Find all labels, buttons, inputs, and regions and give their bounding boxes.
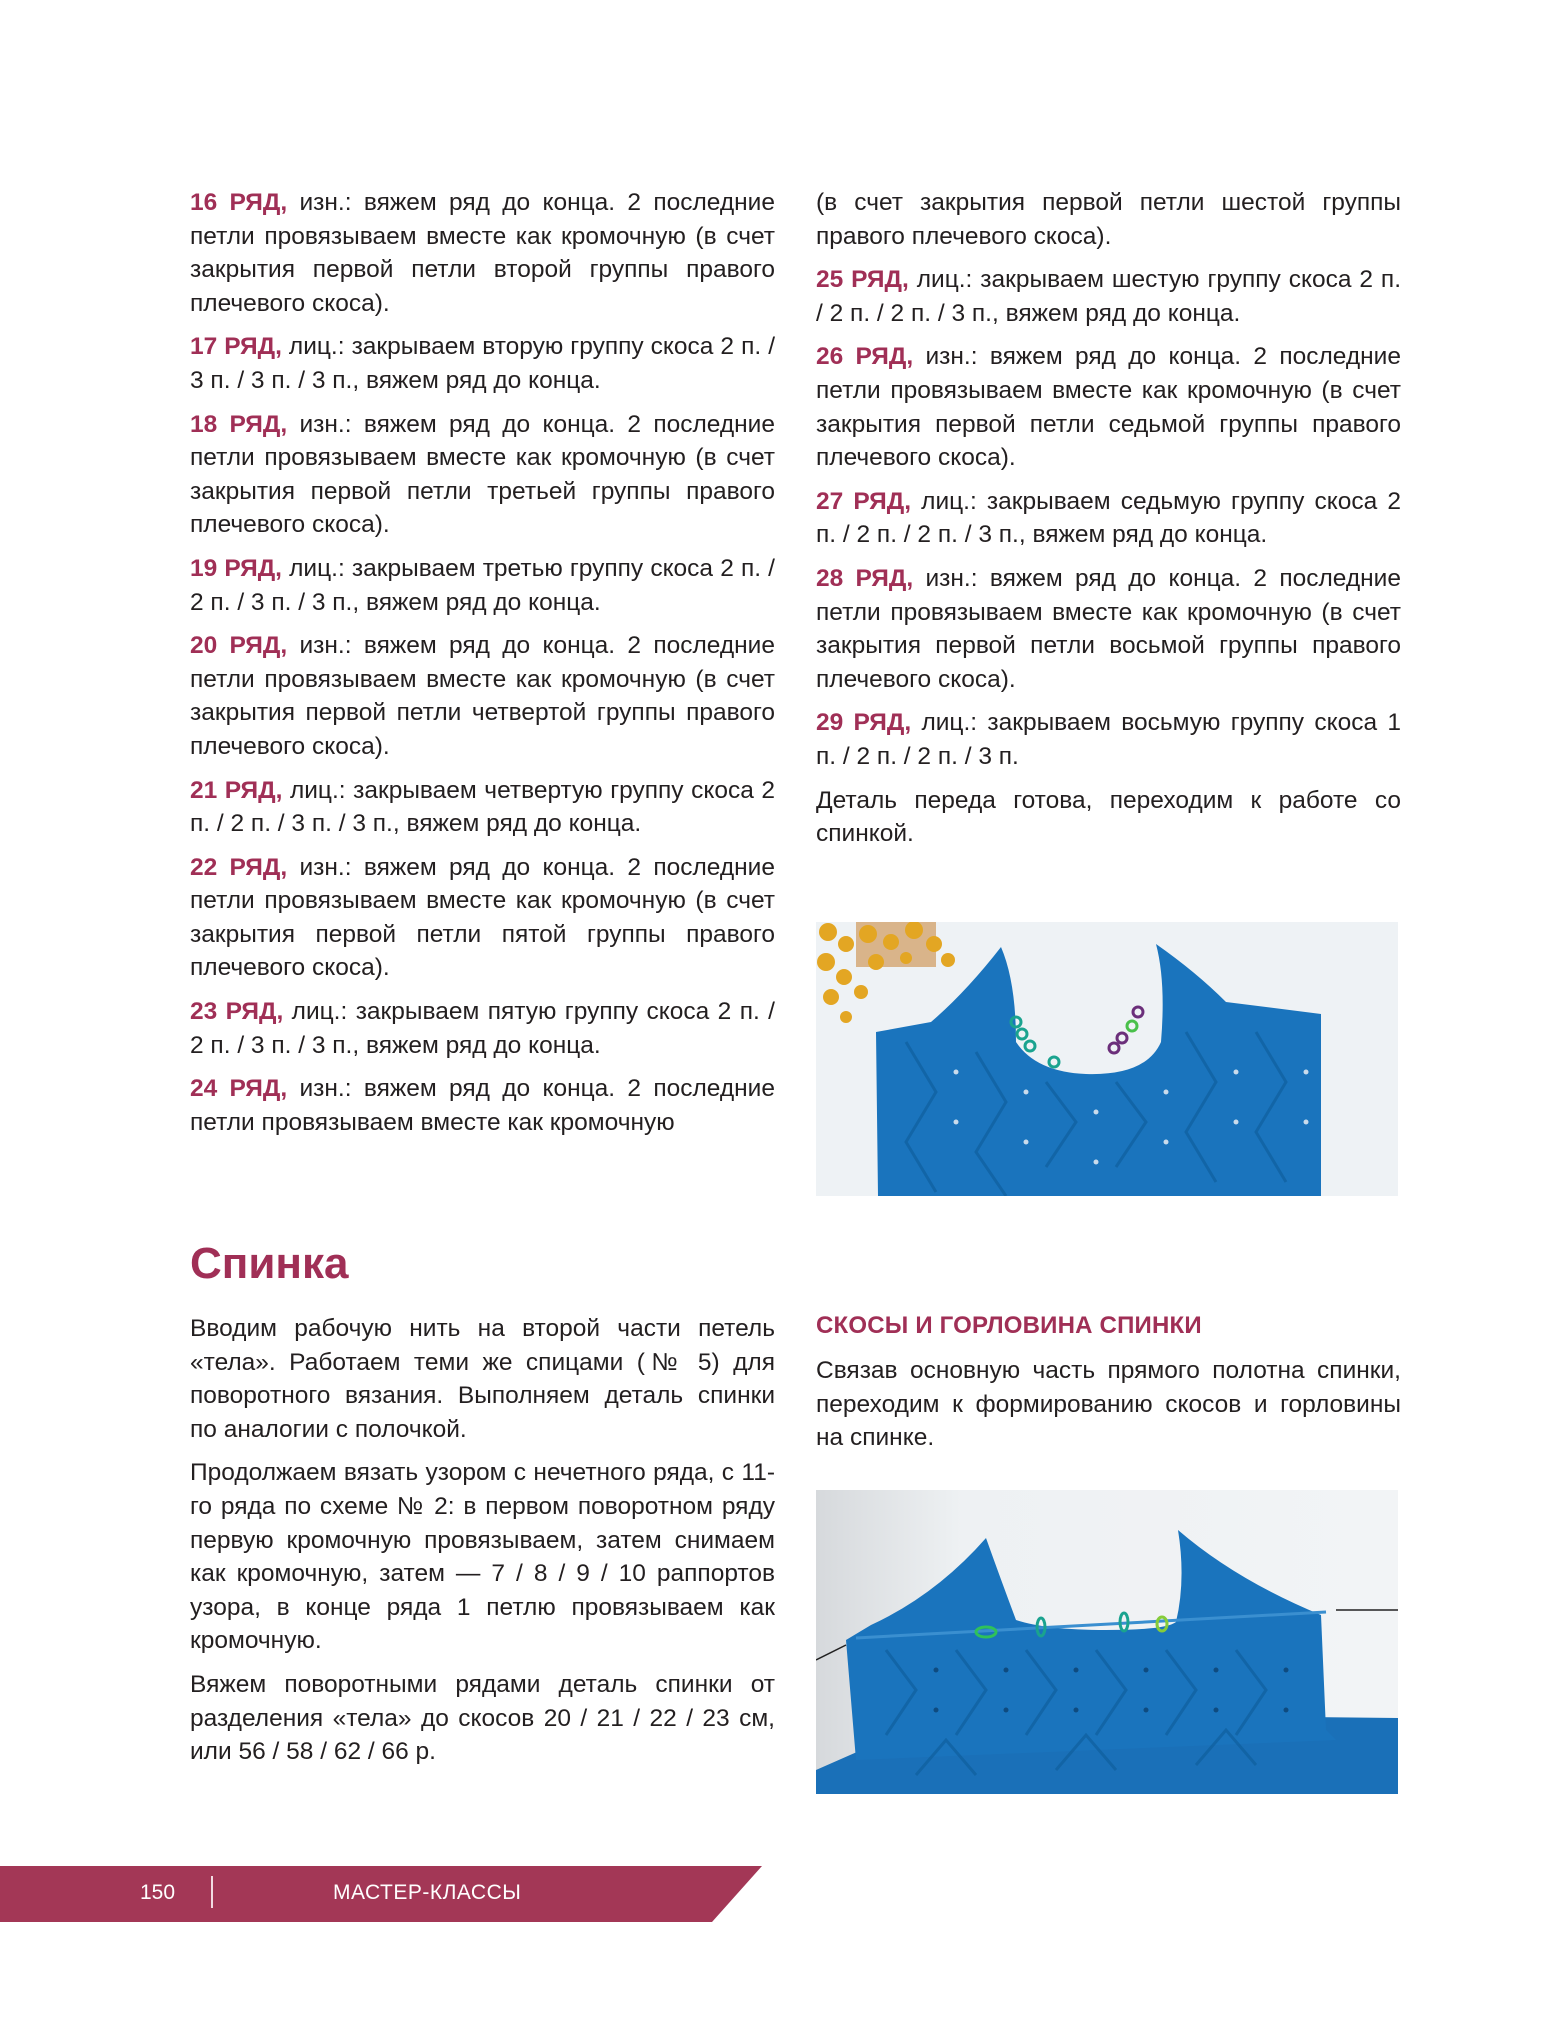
row-17-instruction	[190, 330, 775, 397]
footer-section-name: МАСТЕР-КЛАССЫ	[333, 1881, 522, 1904]
row-label: 26 РЯД,	[816, 343, 914, 371]
row-label: 21 РЯД,	[190, 776, 283, 804]
row-text: лиц.: закрываем четвертую группу скоса 2 п. / 2 п. / 3 п. / 3 п., вяжем ряд до конца.	[190, 776, 775, 838]
front-piece-photo	[816, 922, 1398, 1196]
row-16-instruction	[190, 186, 775, 320]
row-21-instruction	[190, 774, 775, 841]
knitted-back-image	[816, 1490, 1398, 1794]
back-neck-paragraph: Связав основную часть прямого полотна спинки, переходим к формированию скосов и горловины на спинке.	[816, 1357, 1401, 1452]
row-28-instruction	[816, 562, 1401, 696]
row-label: 22 РЯД,	[190, 853, 288, 881]
back-paragraph-1: Вводим рабочую нить на второй части петель «тела». Работаем теми же спицами (№ 5) для поворотного вязания. Выполняем деталь спинки по аналогии с полочкой.	[190, 1315, 775, 1443]
subsection-title-back-neck: СКОСЫ И ГОРЛОВИНА СПИНКИ	[816, 1312, 1202, 1339]
row-27-instruction	[816, 485, 1401, 552]
row-text: лиц.: закрываем восьмую группу скоса 1 п. / 2 п. / 2 п. / 3 п.	[816, 709, 1401, 770]
row-19-instruction	[190, 552, 775, 619]
back-neck-section	[816, 1310, 1401, 1465]
row-24-continuation: (в счет закрытия первой петли шестой группы правого плечевого скоса).	[816, 189, 1401, 250]
row-24-instruction	[190, 1072, 775, 1139]
row-text: изн.: вяжем ряд до конца. 2 последние петли провязываем вместе как кромочную (в счет закрытия первой петли седьмой группы правого плечевого скоса).	[816, 343, 1401, 472]
row-label: 28 РЯД,	[816, 564, 914, 592]
row-label: 24 РЯД,	[190, 1075, 288, 1103]
front-complete-note: Деталь переда готова, переходим к работе со спинкой.	[816, 786, 1401, 848]
row-text: лиц.: закрываем седьмую группу скоса 2 п. / 2 п. / 2 п. / 3 п., вяжем ряд до конца.	[816, 487, 1401, 549]
back-section-body	[190, 1312, 775, 1779]
back-piece-photo	[816, 1490, 1398, 1794]
row-18-instruction	[190, 408, 775, 542]
row-label: 29 РЯД,	[816, 709, 912, 737]
knitted-front-image	[816, 922, 1398, 1196]
row-label: 23 РЯД,	[190, 998, 284, 1026]
row-label: 17 РЯД,	[190, 333, 282, 361]
back-paragraph-2: Продолжаем вязать узором с нечетного ряда, с 11-го ряда по схеме № 2: в первом поворотном ряду первую кромочную провязываем, затем снимаем как кромочную, затем — 7 / 8 / 9 / 10 раппортов узора, в конце ряда 1 петлю провязываем как кромочную.	[190, 1459, 775, 1655]
row-text: изн.: вяжем ряд до конца. 2 последние петли провязываем вместе как кромочную (в счет закрытия первой петли второй группы правого плечевого скоса).	[190, 189, 775, 317]
row-label: 18 РЯД,	[190, 410, 288, 438]
row-20-instruction	[190, 629, 775, 763]
footer-separator	[211, 1876, 213, 1908]
row-text: изн.: вяжем ряд до конца. 2 последние петли провязываем вместе как кромочную (в счет закрытия первой петли восьмой группы правого плечевого скоса).	[816, 564, 1401, 693]
row-text: изн.: вяжем ряд до конца. 2 последние петли провязываем вместе как кромочную (в счет закрытия первой петли третьей группы правого плечевого скоса).	[190, 410, 775, 539]
row-25-instruction	[816, 263, 1401, 330]
row-label: 20 РЯД,	[190, 632, 288, 660]
row-text: лиц.: закрываем третью группу скоса 2 п. / 2 п. / 3 п. / 3 п., вяжем ряд до конца.	[190, 554, 775, 616]
row-label: 16 РЯД,	[190, 189, 288, 216]
back-paragraph-3: Вяжем поворотными рядами деталь спинки от разделения «тела» до скосов 20 / 21 / 22 / 23 см, или 56 / 58 / 62 / 66 р.	[190, 1670, 775, 1766]
row-text: изн.: вяжем ряд до конца. 2 последние петли провязываем вместе как кромочную (в счет закрытия первой петли пятой группы правого плечевого скоса).	[190, 853, 775, 982]
row-text: лиц.: закрываем шестую группу скоса 2 п. / 2 п. / 2 п. / 3 п., вяжем ряд до конца.	[816, 266, 1401, 327]
row-label: 19 РЯД,	[190, 554, 282, 582]
row-label: 27 РЯД,	[816, 487, 911, 515]
row-29-instruction	[816, 706, 1401, 773]
row-26-instruction	[816, 340, 1401, 474]
row-22-instruction	[190, 851, 775, 985]
right-column	[816, 186, 1401, 861]
row-text: изн.: вяжем ряд до конца. 2 последние петли провязываем вместе как кромочную	[190, 1075, 775, 1136]
row-text: изн.: вяжем ряд до конца. 2 последние петли провязываем вместе как кромочную (в счет закрытия первой петли четвертой группы правого плечевого скоса).	[190, 632, 775, 760]
section-title-back: Спинка	[190, 1239, 349, 1288]
row-23-instruction	[190, 995, 775, 1062]
page-number: 150	[140, 1881, 176, 1904]
left-column	[190, 186, 775, 1149]
row-text: лиц.: закрываем вторую группу скоса 2 п. / 3 п. / 3 п. / 3 п., вяжем ряд до конца.	[190, 333, 775, 394]
row-label: 25 РЯД,	[816, 266, 909, 294]
row-text: лиц.: закрываем пятую группу скоса 2 п. / 2 п. / 3 п. / 3 п., вяжем ряд до конца.	[190, 998, 775, 1059]
